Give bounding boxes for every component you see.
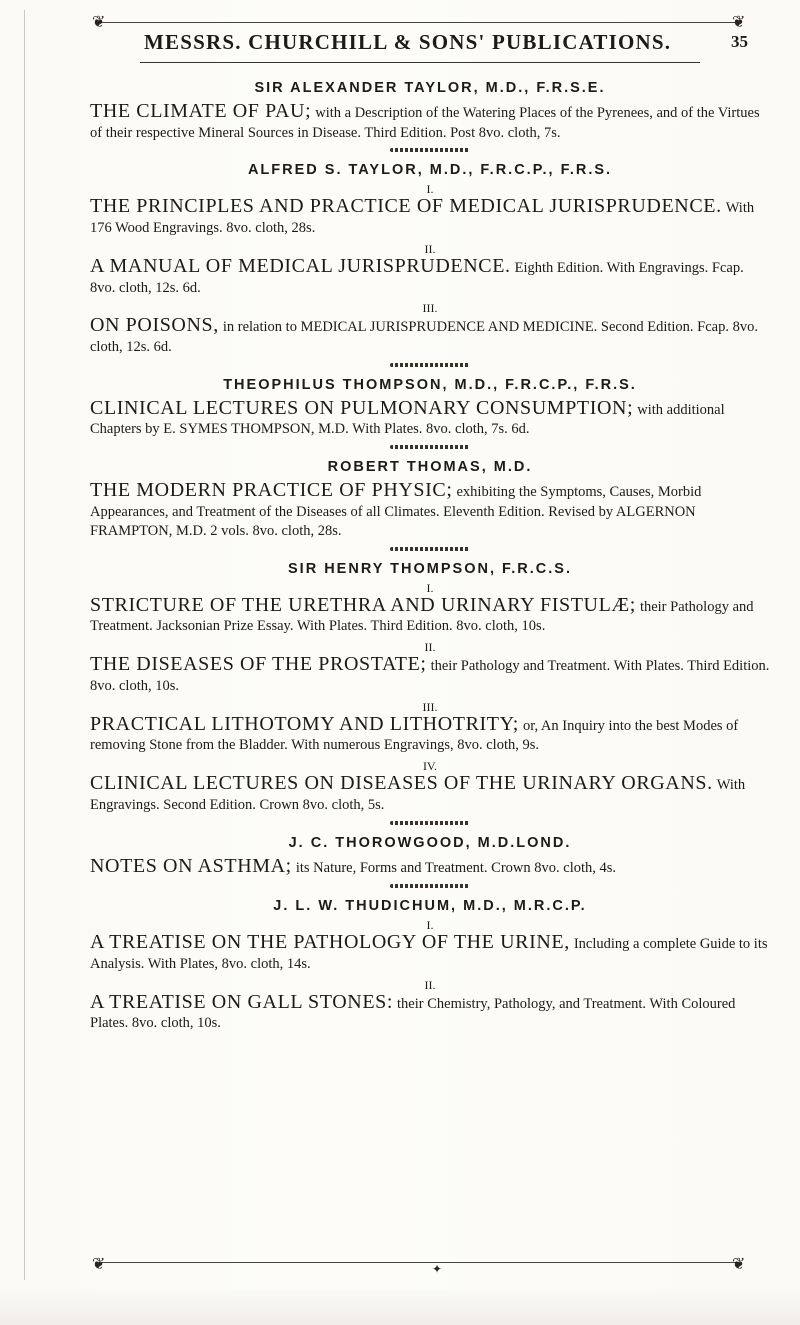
book-details: their Pathology and Treatment. Jacksonian Prize Essay. With Plates. Third Edition. 8vo. cloth, 10s. [90,598,754,635]
book-entry [90,314,770,356]
bottom-rule [100,1262,740,1263]
book-details: their Pathology and Treatment. With Plates. Third Edition. 8vo. cloth, 10s. [90,658,770,694]
book-details: With Engravings. Second Edition. Crown 8vo. cloth, 5s. [90,777,746,813]
author-heading: SIR HENRY THOMPSON, F.R.C.S. [288,560,572,577]
header-rule [140,62,700,63]
book-title: THE DISEASES OF THE PROSTATE; [90,653,427,676]
book-title: THE CLIMATE OF PAU; [90,100,312,122]
book-entry [90,772,770,814]
corner-ornament-icon: ❦ [732,14,746,31]
page-number: 35 [731,32,748,51]
corner-ornament-icon: ❦ [732,1256,746,1273]
book-title: CLINICAL LECTURES ON PULMONARY CONSUMPTION; [90,396,634,419]
section-divider [390,148,470,152]
book-details: With 176 Wood Engravings. 8vo. cloth, 28s. [90,200,755,237]
book-entry [90,397,770,439]
volume-numeral: II. [424,640,436,655]
section-divider [390,547,470,551]
gutter-line [24,10,25,1280]
book-details: with additional Chapters by E. SYMES THOMPSON, M.D. With Plates. 8vo. cloth, 7s. 6d. [90,401,725,438]
section-divider [390,821,470,825]
book-details: its Nature, Forms and Treatment. Crown 8vo. cloth, 4s. [295,859,617,876]
volume-numeral: III. [422,699,438,714]
book-details: with a Description of the Watering Places of the Pyrenees, and of the Virtues of their respective Mineral Sources in Disease. Third Edition. Post 8vo. cloth, 7s. [90,105,760,141]
book-entry [90,931,770,973]
header-title: MESSRS. CHURCHILL & SONS' PUBLICATIONS. [144,30,672,54]
section-divider [390,363,470,367]
book-title: CLINICAL LECTURES ON DISEASES OF THE URINARY ORGANS. [90,772,713,795]
author-heading: ALFRED S. TAYLOR, M.D., F.R.C.P., F.R.S. [247,162,613,179]
volume-numeral: II. [424,241,436,256]
volume-numeral: IV. [422,759,438,774]
book-title: ON POISONS, [90,314,219,337]
centre-ornament-icon: ✦ [432,1262,443,1276]
book-entry [90,855,770,879]
section-divider [390,445,470,449]
book-details: or, An Inquiry into the best Modes of removing Stone from the Bladder. With numerous Engravings, 8vo. cloth, 9s. [90,717,739,754]
book-details: in relation to MEDICAL JURISPRUDENCE AND MEDICINE. Second Edition. Fcap. 8vo. cloth, 12s. 6d. [90,319,758,355]
book-entry [90,479,770,540]
corner-ornament-icon: ❦ [92,14,106,31]
book-entry [90,100,770,142]
corner-ornament-icon: ❦ [92,1256,106,1273]
book-entry [90,195,770,237]
book-title: A TREATISE ON THE PATHOLOGY OF THE URINE, [90,931,570,954]
book-details: their Chemistry, Pathology, and Treatment. With Coloured Plates. 8vo. cloth, 10s. [90,995,736,1032]
author-heading: SIR ALEXANDER TAYLOR, M.D., F.R.S.E. [254,80,606,96]
book-title: STRICTURE OF THE URETHRA AND URINARY FISTULÆ; [90,593,636,616]
page-edge [0,1290,800,1325]
catalogue-list [90,72,770,1037]
book-title: A TREATISE ON GALL STONES: [90,990,394,1013]
book-entry [90,991,770,1033]
author-heading: ROBERT THOMAS, M.D. [327,459,533,476]
volume-numeral: I. [426,918,434,933]
book-title: PRACTICAL LITHOTOMY AND LITHOTRITY; [90,712,519,735]
book-entry [90,653,770,695]
volume-numeral: II. [424,977,436,992]
volume-numeral: III. [422,301,438,316]
author-heading: J. L. W. THUDICHUM, M.D., M.R.C.P. [273,898,587,915]
book-entry [90,255,770,297]
section-divider [390,884,470,888]
book-title: THE PRINCIPLES AND PRACTICE OF MEDICAL JURISPRUDENCE. [90,195,722,218]
book-title: NOTES ON ASTHMA; [90,854,292,877]
book-details: Including a complete Guide to its Analysis. With Plates, 8vo. cloth, 14s. [90,936,768,972]
book-details: Eighth Edition. With Engravings. Fcap. 8vo. cloth, 12s. 6d. [90,259,744,296]
book-title: A MANUAL OF MEDICAL JURISPRUDENCE. [90,254,511,277]
book-details: exhibiting the Symptoms, Causes, Morbid Appearances, and Treatment of the Diseases of all Climates. Eleventh Edition. Revised by ALGERNON FRAMPTON, M.D. 2 vols. 8vo. cloth, 28s. [90,484,702,539]
author-heading: THEOPHILUS THOMPSON, M.D., F.R.C.P., F.R.S. [223,376,637,393]
volume-numeral: I. [426,580,434,595]
book-entry [90,713,770,755]
author-heading: J. C. THOROWGOOD, M.D.LOND. [288,834,572,851]
volume-numeral: I. [426,182,434,197]
book-entry [90,594,770,636]
top-rule [100,22,740,23]
book-title: THE MODERN PRACTICE OF PHYSIC; [90,479,453,502]
running-header [100,30,760,60]
